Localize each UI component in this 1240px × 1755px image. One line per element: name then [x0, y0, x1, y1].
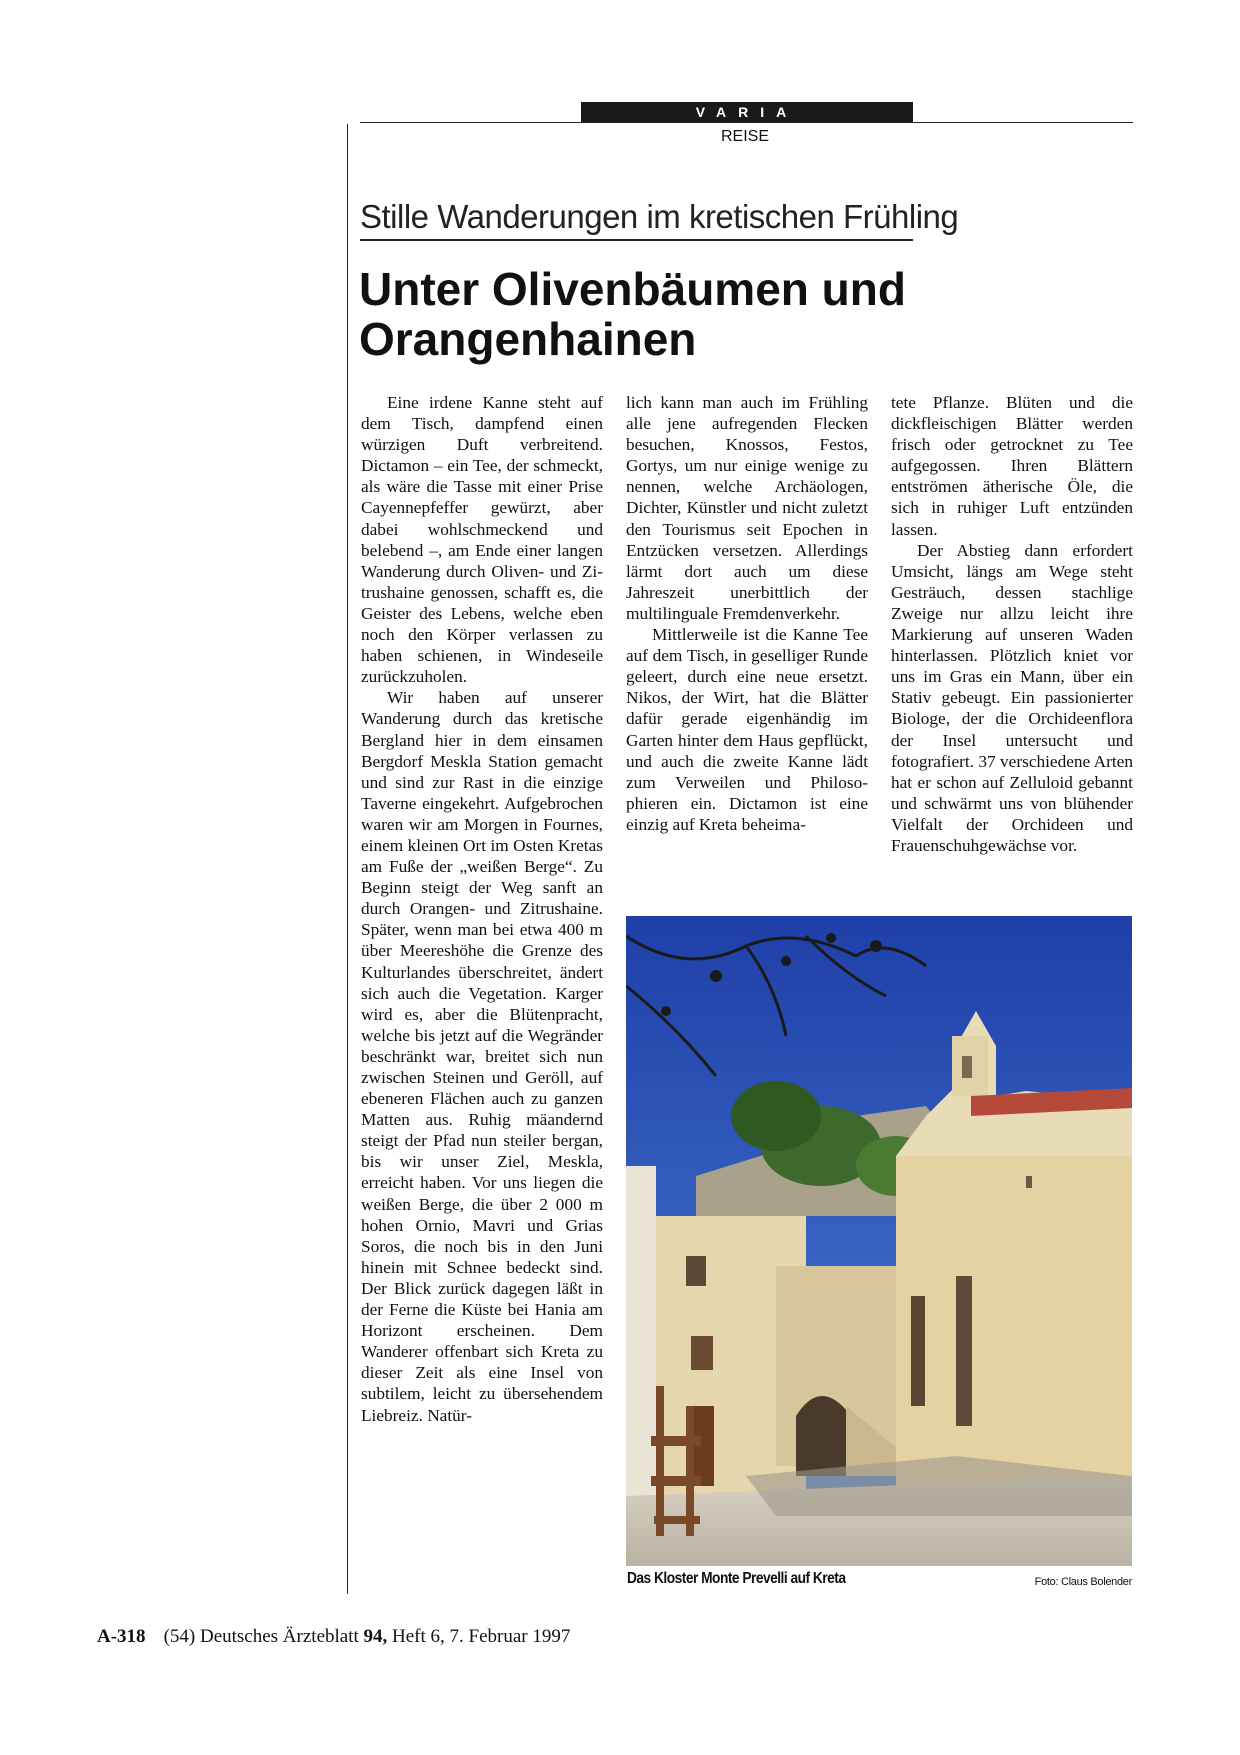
section-label: VARIA [581, 102, 913, 123]
text-column-1 [361, 392, 603, 1426]
text-column-2 [626, 392, 868, 835]
left-column-rule [347, 124, 348, 1594]
page-footer [97, 1626, 570, 1648]
paragraph: tete Pflanze. Blüten und die dickfleischigen Blätter werden frisch oder getrocknet zu Tee aufgegossen. Ihren Blättern entströmen ätherische Öle, die sich in ruhiger Luft entzünden lassen. [891, 393, 1133, 539]
photo-caption: Das Kloster Monte Prevelli auf Kreta [627, 1570, 846, 1587]
kicker-underline [360, 239, 913, 241]
article-headline: Unter Olivenbäumen und Orangenhainen [359, 263, 906, 365]
journal-name: Deutsches Ärzteblatt [199, 1626, 359, 1647]
journal-volume: 94, [363, 1626, 388, 1647]
paragraph: Mittlerweile ist die Kanne Tee auf dem Tisch, in geselliger Runde geleert, durch eine neue ersetzt. Nikos, der Wirt, hat die Blätter dafür gerade eigenhändig im Garten hinter dem Haus gepflückt, und auch die zweite Kanne lädt zum Verweilen und Philosophieren ein. Dictamon ist eine einzig auf Kreta beheima- [626, 625, 868, 834]
journal-issue: Heft 6, 7. Februar 1997 [392, 1626, 571, 1647]
paragraph: lich kann man auch im Frühling alle jene aufregenden Flecken besuchen, Knossos, Festos, Gortys, um nur einige wenige zu nennen, welche Archäologen, Dichter, Künstler und nicht zuletzt den Tourismus seit Epochen in Entzücken versetzen. Allerdings lärmt dort auch um diese Jahreszeit unerbittlich der multilinguale Fremdenverkehr. [626, 393, 868, 623]
text-column-3 [891, 392, 1133, 856]
page-number: (54) [163, 1626, 196, 1647]
article-kicker: Stille Wanderungen im kretischen Frühling [360, 198, 959, 235]
page-code: A-318 [97, 1626, 146, 1647]
photo-credit: Foto: Claus Bolender [1034, 1576, 1132, 1588]
paragraph: Eine irdene Kanne steht auf dem Tisch, dampfend einen würzigen Duft verbreitend. Dictamon – ein Tee, der schmeckt, als wäre die Tasse mit einer Prise Cayennepfeffer gewürzt, aber dabei wohlschmeckend und belebend –, am Ende einer langen Wanderung durch Oliven- und Zitrushaine genossen, schafft es, die Geister des Lebens, welche eben noch den Körper verlassen zu haben schienen, in Windeseile zurückzuholen. [361, 393, 603, 687]
paragraph: Wir haben auf unserer Wanderung durch das kretische Bergland hier in dem einsamen Bergdorf Meskla Station gemacht und sind zur Rast in die einzige Taverne eingekehrt. Aufgebrochen waren wir am Morgen in Fournes, einem kleinen Ort im Osten Kretas am Fuße der „weißen Berge“. Zu Beginn steigt der Weg sanft an durch Orangen- und Zitrushaine. Später, wenn man bei etwa 400 m über Meereshöhe die Grenze des Kulturlandes überschreitet, ändert sich auch die Vegetation. Karger wird es, aber die Blütenpracht, welche bis jetzt auf die Wegränder beschränkt war, breitet sich nun zwischen Steinen und Geröll, auf ebeneren Flächen auch zu ganzen Matten aus. Ruhig mäandernd steigt der Pfad nun steiler bergan, bis wir unser Ziel, Meskla, erreicht haben. Vor uns liegen die weißen Berge, die über 2 000 m hohen Ornio, Mavri und Grias Soros, die noch bis in den Juni hinein mit Schnee bedeckt sind. Der Blick zurück dagegen läßt in der Ferne die Küste bei Hania am Horizont erscheinen. Dem Wanderer offenbart sich Kreta zu dieser Zeit als eine Insel von subtilem, leicht zu übersehendem Liebreiz. Natür- [361, 688, 603, 1425]
paragraph: Der Abstieg dann erfordert Umsicht, längs am Wege steht Gesträuch, dessen stachlige Zweige nur allzu leicht ihre Markierung auf unseren Waden hinterlassen. Plötzlich kniet vor uns im Gras ein Mann, über ein Stativ gebeugt. Ein passionierter Biologe, der die Orchideenflora der Insel untersucht und fotografiert. 37 verschiedene Arten hat er schon auf Zelluloid gebannt und schwärmt uns von blühender Vielfalt der Orchideen und Frauenschuhgewächse vor. [891, 540, 1133, 855]
top-rule [360, 122, 1133, 123]
subsection-label: REISE [720, 128, 769, 145]
monastery-photo [626, 916, 1132, 1566]
